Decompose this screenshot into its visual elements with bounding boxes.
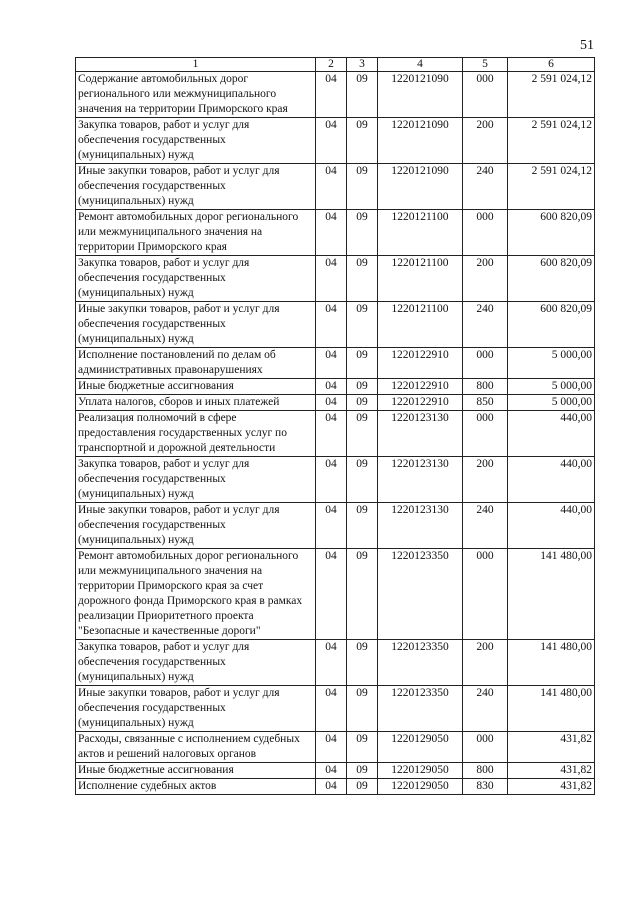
subsection-code-cell: 09	[347, 640, 378, 686]
section-code-cell: 04	[316, 302, 347, 348]
expense-type-cell: 200	[463, 457, 508, 503]
subsection-code-cell: 09	[347, 302, 378, 348]
amount-cell: 141 480,00	[508, 686, 595, 732]
subsection-code-cell: 09	[347, 348, 378, 379]
amount-cell: 600 820,09	[508, 256, 595, 302]
table-row	[76, 118, 595, 164]
amount-cell: 5 000,00	[508, 379, 595, 395]
amount-cell: 431,82	[508, 779, 595, 795]
row-name-cell: Иные закупки товаров, работ и услуг для обеспечения государственных (муниципальных) нужд	[76, 164, 316, 210]
target-article-cell: 1220121100	[378, 210, 463, 256]
amount-cell: 141 480,00	[508, 640, 595, 686]
expense-type-cell: 240	[463, 503, 508, 549]
target-article-cell: 1220123130	[378, 503, 463, 549]
target-article-cell: 1220123130	[378, 457, 463, 503]
row-name-cell: Содержание автомобильных дорог регионального или межмуниципального значения на территории Приморского края	[76, 72, 316, 118]
subsection-code-cell: 09	[347, 379, 378, 395]
column-header: 4	[378, 58, 463, 72]
table-row	[76, 779, 595, 795]
expense-type-cell: 200	[463, 118, 508, 164]
subsection-code-cell: 09	[347, 457, 378, 503]
expense-type-cell: 240	[463, 302, 508, 348]
table-row	[76, 348, 595, 379]
row-name-cell: Иные закупки товаров, работ и услуг для обеспечения государственных (муниципальных) нужд	[76, 686, 316, 732]
row-name-cell: Закупка товаров, работ и услуг для обеспечения государственных (муниципальных) нужд	[76, 118, 316, 164]
table-row	[76, 686, 595, 732]
subsection-code-cell: 09	[347, 210, 378, 256]
section-code-cell: 04	[316, 411, 347, 457]
page-number: 51	[580, 38, 594, 53]
target-article-cell: 1220129050	[378, 763, 463, 779]
row-name-cell: Исполнение постановлений по делам об административных правонарушениях	[76, 348, 316, 379]
target-article-cell: 1220129050	[378, 779, 463, 795]
target-article-cell: 1220121100	[378, 302, 463, 348]
expense-type-cell: 830	[463, 779, 508, 795]
amount-cell: 141 480,00	[508, 549, 595, 640]
subsection-code-cell: 09	[347, 256, 378, 302]
column-header: 1	[76, 58, 316, 72]
target-article-cell: 1220122910	[378, 379, 463, 395]
target-article-cell: 1220121100	[378, 256, 463, 302]
row-name-cell: Закупка товаров, работ и услуг для обеспечения государственных (муниципальных) нужд	[76, 640, 316, 686]
section-code-cell: 04	[316, 640, 347, 686]
table-body	[76, 72, 595, 795]
table-row	[76, 210, 595, 256]
amount-cell: 440,00	[508, 411, 595, 457]
expense-type-cell: 800	[463, 379, 508, 395]
subsection-code-cell: 09	[347, 732, 378, 763]
expense-type-cell: 240	[463, 686, 508, 732]
subsection-code-cell: 09	[347, 503, 378, 549]
row-name-cell: Закупка товаров, работ и услуг для обеспечения государственных (муниципальных) нужд	[76, 256, 316, 302]
header-row	[76, 58, 595, 72]
amount-cell: 600 820,09	[508, 302, 595, 348]
target-article-cell: 1220123350	[378, 640, 463, 686]
section-code-cell: 04	[316, 779, 347, 795]
amount-cell: 2 591 024,12	[508, 164, 595, 210]
subsection-code-cell: 09	[347, 779, 378, 795]
row-name-cell: Иные закупки товаров, работ и услуг для обеспечения государственных (муниципальных) нужд	[76, 302, 316, 348]
section-code-cell: 04	[316, 379, 347, 395]
section-code-cell: 04	[316, 164, 347, 210]
section-code-cell: 04	[316, 763, 347, 779]
table-row	[76, 164, 595, 210]
table-row	[76, 503, 595, 549]
amount-cell: 440,00	[508, 503, 595, 549]
table-row	[76, 640, 595, 686]
target-article-cell: 1220122910	[378, 395, 463, 411]
section-code-cell: 04	[316, 549, 347, 640]
row-name-cell: Уплата налогов, сборов и иных платежей	[76, 395, 316, 411]
table-header	[76, 58, 595, 72]
amount-cell: 431,82	[508, 732, 595, 763]
section-code-cell: 04	[316, 732, 347, 763]
section-code-cell: 04	[316, 395, 347, 411]
column-header: 6	[508, 58, 595, 72]
table-row	[76, 411, 595, 457]
expense-type-cell: 000	[463, 72, 508, 118]
section-code-cell: 04	[316, 210, 347, 256]
target-article-cell: 1220121090	[378, 118, 463, 164]
expense-type-cell: 000	[463, 210, 508, 256]
subsection-code-cell: 09	[347, 72, 378, 118]
amount-cell: 431,82	[508, 763, 595, 779]
target-article-cell: 1220122910	[378, 348, 463, 379]
section-code-cell: 04	[316, 72, 347, 118]
subsection-code-cell: 09	[347, 395, 378, 411]
expense-type-cell: 000	[463, 348, 508, 379]
amount-cell: 600 820,09	[508, 210, 595, 256]
target-article-cell: 1220121090	[378, 72, 463, 118]
amount-cell: 2 591 024,12	[508, 72, 595, 118]
row-name-cell: Реализация полномочий в сфере предоставления государственных услуг по транспортной и дорожной деятельности	[76, 411, 316, 457]
expense-type-cell: 000	[463, 411, 508, 457]
row-name-cell: Ремонт автомобильных дорог регионального или межмуниципального значения на территории Приморского края	[76, 210, 316, 256]
table-row	[76, 256, 595, 302]
section-code-cell: 04	[316, 503, 347, 549]
section-code-cell: 04	[316, 118, 347, 164]
row-name-cell: Иные бюджетные ассигнования	[76, 763, 316, 779]
section-code-cell: 04	[316, 686, 347, 732]
section-code-cell: 04	[316, 256, 347, 302]
row-name-cell: Иные бюджетные ассигнования	[76, 379, 316, 395]
subsection-code-cell: 09	[347, 411, 378, 457]
table-row	[76, 732, 595, 763]
amount-cell: 5 000,00	[508, 348, 595, 379]
section-code-cell: 04	[316, 457, 347, 503]
column-header: 2	[316, 58, 347, 72]
target-article-cell: 1220123350	[378, 549, 463, 640]
table-row	[76, 457, 595, 503]
table-row	[76, 302, 595, 348]
amount-cell: 440,00	[508, 457, 595, 503]
target-article-cell: 1220123350	[378, 686, 463, 732]
target-article-cell: 1220129050	[378, 732, 463, 763]
subsection-code-cell: 09	[347, 763, 378, 779]
section-code-cell: 04	[316, 348, 347, 379]
expense-type-cell: 800	[463, 763, 508, 779]
target-article-cell: 1220123130	[378, 411, 463, 457]
row-name-cell: Иные закупки товаров, работ и услуг для обеспечения государственных (муниципальных) нужд	[76, 503, 316, 549]
row-name-cell: Исполнение судебных актов	[76, 779, 316, 795]
table-row	[76, 395, 595, 411]
amount-cell: 5 000,00	[508, 395, 595, 411]
amount-cell: 2 591 024,12	[508, 118, 595, 164]
subsection-code-cell: 09	[347, 686, 378, 732]
row-name-cell: Расходы, связанные с исполнением судебных актов и решений налоговых органов	[76, 732, 316, 763]
expense-type-cell: 850	[463, 395, 508, 411]
column-header: 5	[463, 58, 508, 72]
column-header: 3	[347, 58, 378, 72]
expense-type-cell: 000	[463, 549, 508, 640]
target-article-cell: 1220121090	[378, 164, 463, 210]
expense-type-cell: 000	[463, 732, 508, 763]
table-row	[76, 379, 595, 395]
table-row	[76, 72, 595, 118]
subsection-code-cell: 09	[347, 118, 378, 164]
expense-type-cell: 240	[463, 164, 508, 210]
subsection-code-cell: 09	[347, 164, 378, 210]
table-row	[76, 549, 595, 640]
table-row	[76, 763, 595, 779]
expense-type-cell: 200	[463, 640, 508, 686]
subsection-code-cell: 09	[347, 549, 378, 640]
expense-type-cell: 200	[463, 256, 508, 302]
row-name-cell: Закупка товаров, работ и услуг для обеспечения государственных (муниципальных) нужд	[76, 457, 316, 503]
budget-table	[75, 57, 595, 795]
row-name-cell: Ремонт автомобильных дорог регионального или межмуниципального значения на территории Приморского края за счет дорожного фонда Приморского края в рамках реализации Приоритетного проекта "Безопасные и качественные дороги"	[76, 549, 316, 640]
